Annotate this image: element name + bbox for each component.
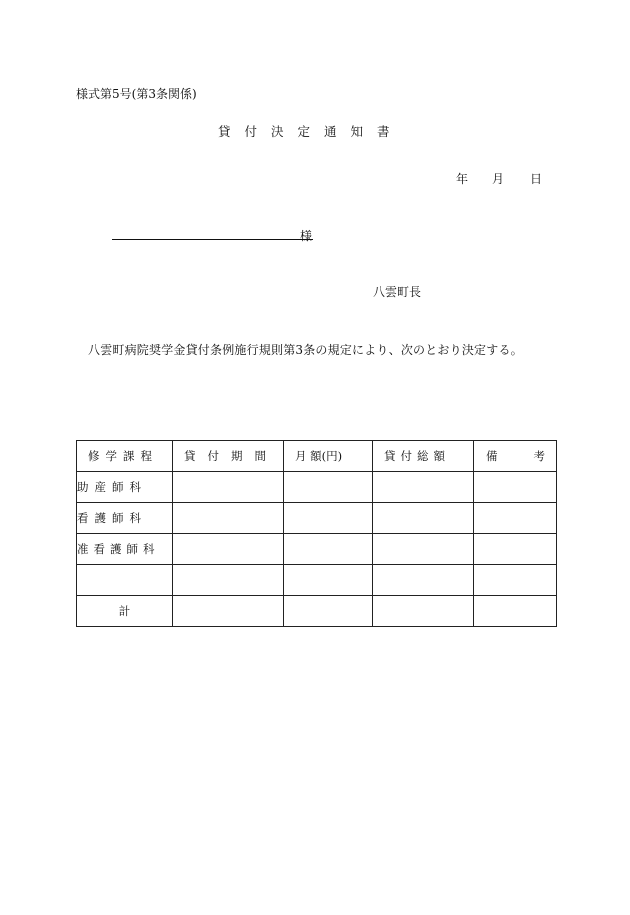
header-remarks-char-2: 考 (533, 449, 545, 463)
table-row (77, 565, 557, 596)
loan-decision-table (76, 440, 557, 627)
table-header-row (77, 441, 557, 472)
date-day-label: 日 (530, 172, 543, 186)
cell-remarks[interactable] (474, 503, 557, 534)
cell-loan-total[interactable] (373, 472, 474, 503)
cell-loan-period[interactable] (173, 534, 284, 565)
cell-remarks-total[interactable] (474, 596, 557, 627)
document-title: 貸付決定通知書 (218, 124, 404, 139)
header-course: 修学課程 (77, 441, 173, 472)
cell-monthly-amount[interactable] (284, 503, 373, 534)
cell-loan-total[interactable] (373, 565, 474, 596)
table-row (77, 534, 557, 565)
header-loan-period: 貸付期間 (173, 441, 284, 472)
form-number: 様式第5号(第3条関係) (76, 87, 197, 101)
header-monthly-amount: 月 額(円) (284, 441, 373, 472)
cell-loan-period[interactable] (173, 503, 284, 534)
cell-monthly-amount[interactable] (284, 565, 373, 596)
cell-monthly-amount-total[interactable] (284, 596, 373, 627)
recipient-honorific: 様 (300, 229, 313, 243)
table-total-row (77, 596, 557, 627)
cell-loan-period[interactable] (173, 565, 284, 596)
row-course-label: 准看護師科 (77, 534, 173, 565)
cell-loan-period-total[interactable] (173, 596, 284, 627)
cell-loan-period[interactable] (173, 472, 284, 503)
cell-monthly-amount[interactable] (284, 472, 373, 503)
recipient-name-line (112, 239, 313, 240)
table-row (77, 503, 557, 534)
row-total-label: 計 (77, 596, 173, 627)
cell-loan-total[interactable] (373, 534, 474, 565)
issuer-name: 八雲町長 (373, 285, 422, 299)
table-row (77, 472, 557, 503)
date-year-label: 年 (456, 172, 469, 186)
date-fields (456, 170, 542, 187)
header-remarks-char-1: 備 (486, 449, 498, 463)
cell-loan-total[interactable] (373, 503, 474, 534)
row-course-label-blank[interactable] (77, 565, 173, 596)
cell-loan-total-sum[interactable] (373, 596, 474, 627)
row-course-label: 助産師科 (77, 472, 173, 503)
decision-statement: 八雲町病院奨学金貸付条例施行規則第3条の規定により、次のとおり決定する。 (88, 343, 523, 357)
date-month-label: 月 (492, 172, 505, 186)
cell-remarks[interactable] (474, 565, 557, 596)
cell-monthly-amount[interactable] (284, 534, 373, 565)
header-loan-total: 貸付総額 (373, 441, 474, 472)
row-course-label: 看護師科 (77, 503, 173, 534)
cell-remarks[interactable] (474, 472, 557, 503)
cell-remarks[interactable] (474, 534, 557, 565)
header-remarks (474, 441, 557, 472)
